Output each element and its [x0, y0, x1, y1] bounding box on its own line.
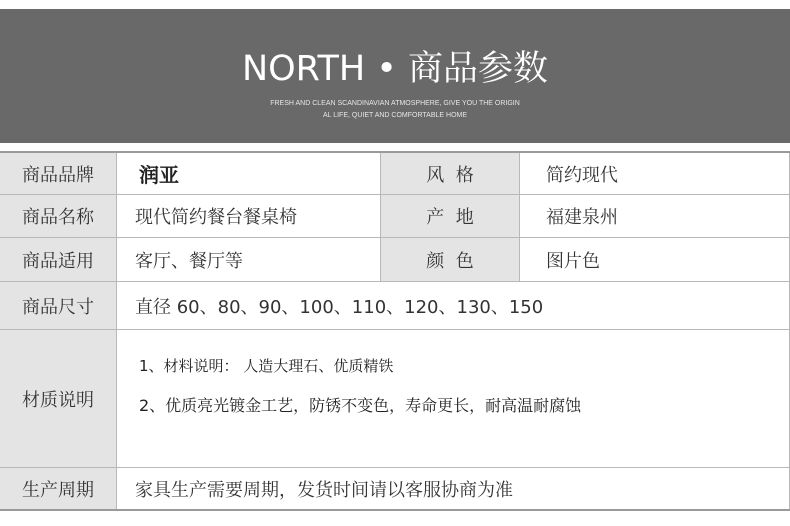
page-title: NORTH • 商品参数 — [241, 49, 549, 89]
color-value: 图片色 — [520, 238, 790, 282]
material-line-1: 1、材料说明： 人造大理石、优质精铁 — [139, 357, 394, 375]
origin-value: 福建泉州 — [520, 195, 790, 238]
production-label: 生产周期 — [0, 468, 117, 509]
usage-label: 商品适用 — [0, 238, 117, 282]
brand-value: 润亚 — [117, 153, 381, 195]
header-banner — [0, 9, 790, 143]
usage-value: 客厅、餐厅等 — [117, 238, 381, 282]
size-label: 商品尺寸 — [0, 282, 117, 330]
color-label: 颜 色 — [381, 238, 520, 282]
name-label: 商品名称 — [0, 195, 117, 238]
style-value: 简约现代 — [520, 153, 790, 195]
subtitle-line-2: AL LIFE, QUIET AND COMFORTABLE HOME — [322, 112, 468, 119]
subtitle-line-1: FRESH AND CLEAN SCANDINAVIAN ATMOSPHERE, GIVE YOU THE ORIGIN — [270, 100, 520, 107]
production-value: 家具生产需要周期，发货时间请以客服协商为准 — [117, 468, 790, 509]
style-label: 风 格 — [381, 153, 520, 195]
origin-label: 产 地 — [381, 195, 520, 238]
spec-table — [0, 151, 790, 511]
name-value: 现代简约餐台餐桌椅 — [117, 195, 381, 238]
material-line-2: 2、优质亮光镀金工艺，防锈不变色，寿命更长，耐高温耐腐蚀 — [139, 396, 582, 415]
size-value: 直径 60、80、90、100、110、120、130、150 — [117, 282, 790, 330]
material-label: 材质说明 — [0, 330, 117, 468]
brand-label: 商品品牌 — [0, 153, 117, 195]
material-description — [117, 330, 790, 468]
